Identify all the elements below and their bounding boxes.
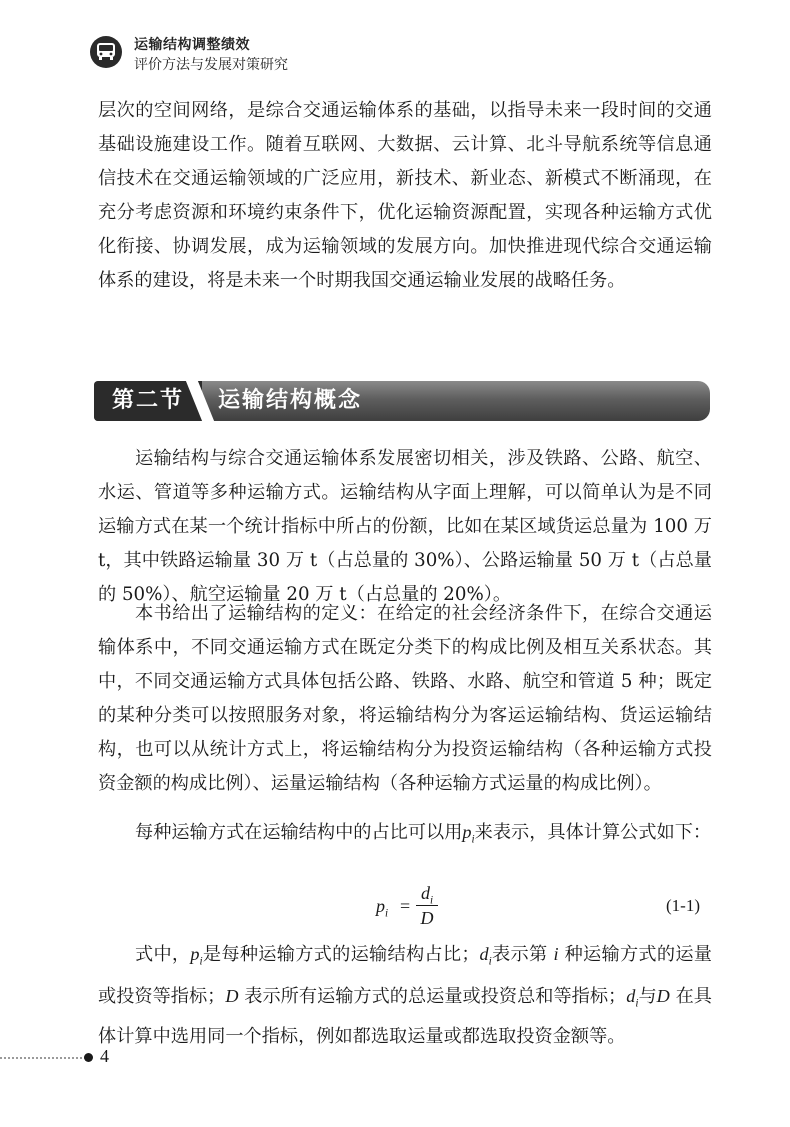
symbol-subscript-i: i	[471, 833, 475, 846]
definition-paragraph: 运输结构与综合交通运输体系发展密切相关，涉及铁路、公路、航空、水运、管道等多种运输方式。运输结构从字面上理解，可以简单认为是不同运输方式在某一个统计指标中所占的份额，比如在某区域货运总量为 100 万 t，其中铁路运输量 30 万 t（占总量的 30%）、公路运输量 50 万 t（占总量的 50%）、航空运输量 20 万 t（占总量的 20%）。	[98, 448, 712, 605]
text-segment: 来表示，具体计算公式如下：	[474, 822, 712, 843]
formula-numerator	[416, 882, 438, 907]
formula-explanation-paragraph	[98, 937, 712, 1054]
logo	[90, 36, 122, 68]
section-title: 运输结构概念	[218, 388, 363, 413]
text-segment: 种运输方式的运量或投资等指标；	[98, 944, 712, 1007]
symbol-subscript-i: i	[429, 894, 434, 907]
formula-equals: =	[400, 896, 411, 916]
symbol-p: p	[376, 896, 385, 916]
equation-number: (1-1)	[666, 896, 700, 915]
section-heading	[94, 381, 710, 421]
symbol-D: D	[225, 985, 239, 1006]
symbol-D: D	[656, 985, 670, 1006]
text-segment: 在具体计算中选用同一个指标，例如都选取运量或都选取投资金额等。	[98, 985, 712, 1048]
symbol-d: d	[626, 985, 636, 1006]
symbol-subscript-i: i	[635, 997, 639, 1010]
formula-denominator: D	[420, 908, 434, 928]
symbol-i: i	[553, 944, 559, 964]
header-title: 运输结构调整绩效	[134, 37, 250, 53]
text-segment: 表示所有运输方式的总运量或投资总和等指标；	[238, 985, 627, 1007]
footer-bullet	[84, 1053, 93, 1062]
text-segment: 式中，	[135, 944, 191, 965]
symbol-subscript-i: i	[488, 955, 492, 968]
section-number: 第二节	[94, 381, 202, 421]
text-segment: 每种运输方式在运输结构中的占比可以用	[135, 822, 463, 843]
book-definition-paragraph: 本书给出了运输结构的定义：在给定的社会经济条件下，在综合交通运输体系中，不同交通运输方式在既定分类下的构成比例及相互关系状态。其中，不同交通运输方式具体包括公路、铁路、水路、航空和管道 5 种；既定的某种分类可以按照服务对象，将运输结构分为客运运输结构、货运运输结构，也可以从统计方式上，将运输结构分为投资运输结构（各种运输方式投资金额的构成比例）、运量运输结构（各种运输方式运量的构成比例）。	[98, 603, 712, 794]
fraction-bar	[416, 905, 438, 906]
symbol-p: p	[462, 822, 472, 842]
symbol-subscript-i: i	[385, 907, 389, 920]
footer-dotted-line	[0, 1057, 86, 1059]
symbol-subscript-i: i	[199, 955, 203, 968]
intro-paragraph: 层次的空间网络，是综合交通运输体系的基础，以指导未来一段时间的交通基础设施建设工作。随着互联网、大数据、云计算、北斗导航系统等信息通信技术在交通运输领域的广泛应用，新技术、新业态、新模式不断涌现，在充分考虑资源和环境约束条件下，优化运输资源配置，实现各种运输方式优化衔接、协调发展，成为运输领域的发展方向。加快推进现代综合交通运输体系的建设，将是未来一个时期我国交通运输业发展的战略任务。	[98, 100, 712, 291]
page-number: 4	[100, 1046, 109, 1066]
formula-lhs	[376, 896, 388, 920]
symbol-d: d	[420, 883, 430, 903]
symbol-p: p	[190, 944, 200, 964]
formula-fraction	[416, 882, 438, 929]
text-segment: 是每种运输方式的运输结构占比；	[202, 944, 480, 965]
header-subtitle: 评价方法与发展对策研究	[134, 57, 288, 73]
formula-intro-paragraph	[98, 815, 712, 857]
symbol-d: d	[479, 944, 489, 964]
text-segment: 与	[638, 985, 657, 1007]
text-segment: 表示第	[491, 944, 554, 965]
